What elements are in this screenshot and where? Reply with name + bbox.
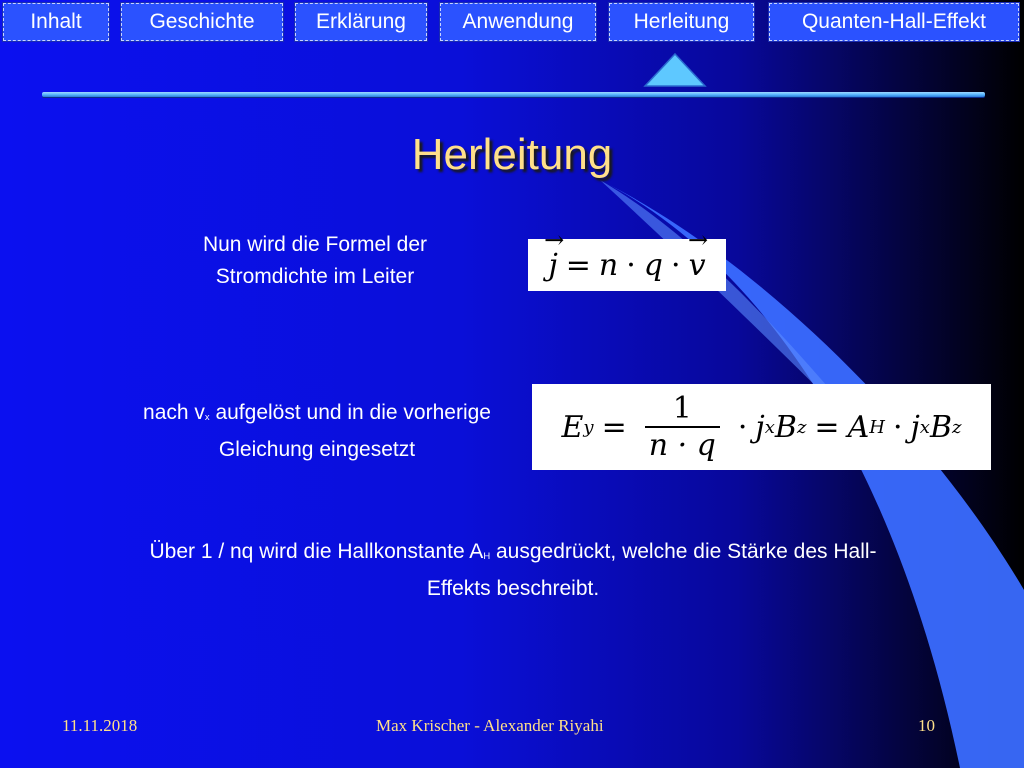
- footer-page-number: 10: [918, 716, 935, 735]
- nav-button-erklaerung[interactable]: Erklärung: [295, 3, 427, 41]
- text-aufgeloest: nach $v_x$ aufgelöst und in die vorherige Gleichung eingesetzt: [143, 401, 491, 461]
- footer-authors: Max Krischer - Alexander Riyahi: [376, 716, 604, 735]
- navigation-bar: [0, 3, 1024, 43]
- nav-button-inhalt[interactable]: Inhalt: [3, 3, 109, 41]
- nav-button-quanten-hall-effekt[interactable]: Quanten-Hall-Effekt: [769, 3, 1019, 41]
- header-divider: [42, 92, 985, 97]
- nav-button-anwendung[interactable]: Anwendung: [440, 3, 596, 41]
- text-stromdichte: Nun wird die Formel der Stromdichte im Leiter: [202, 233, 428, 288]
- fraction-one-over-nq: $\frac{1}{n \cdot q}$: [645, 391, 720, 463]
- nav-button-geschichte[interactable]: Geschichte: [121, 3, 283, 41]
- text-hallkonstante: Über 1 / nq wird die Hallkonstante $A_H$ ausgedrückt, welche die Stärke des Hall-Effekts beschreibt.: [149, 540, 877, 600]
- nav-button-herleitung[interactable]: Herleitung: [609, 3, 754, 41]
- active-section-indicator-icon: [643, 52, 707, 88]
- formula-current-density: → j = n · q · → v: [528, 239, 726, 291]
- footer-date: 11.11.2018: [62, 716, 138, 735]
- formula-hall-field: E y = $\frac{1}{n \cdot q}$ · j x B z = A H · j x B z: [532, 384, 991, 470]
- slide-title: Herleitung: [411, 130, 613, 179]
